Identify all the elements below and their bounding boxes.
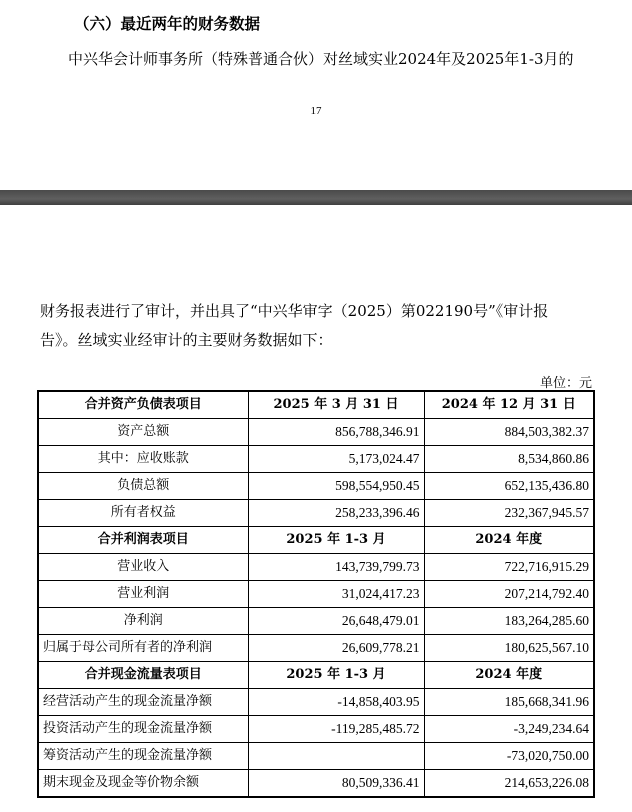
page-number: 17 [310, 105, 322, 117]
table-row [38, 446, 594, 473]
header-cell: 2025 年 1-3 月 [248, 527, 424, 554]
row-label: 筹资活动产生的现金流量净额 [38, 743, 248, 770]
value-cell: 258,233,396.46 [248, 500, 424, 527]
value-cell: 722,716,915.29 [424, 554, 594, 581]
value-cell: -14,858,403.95 [248, 689, 424, 716]
value-cell: 5,173,024.47 [248, 446, 424, 473]
value-cell: 652,135,436.80 [424, 473, 594, 500]
row-label: 期末现金及现金等价物余额 [38, 770, 248, 798]
row-label: 净利润 [38, 608, 248, 635]
value-cell: 183,264,285.60 [424, 608, 594, 635]
header-cell: 2025 年 1-3 月 [248, 662, 424, 689]
row-label: 营业收入 [38, 554, 248, 581]
value-cell: 856,788,346.91 [248, 419, 424, 446]
value-cell: 26,648,479.01 [248, 608, 424, 635]
value-cell: -3,249,234.64 [424, 716, 594, 743]
table-row [38, 500, 594, 527]
value-cell: 185,668,341.96 [424, 689, 594, 716]
table-row [38, 581, 594, 608]
table-row [38, 419, 594, 446]
row-label: 其中：应收账款 [38, 446, 248, 473]
value-cell: 180,625,567.10 [424, 635, 594, 662]
value-cell: 207,214,792.40 [424, 581, 594, 608]
page-separator [0, 190, 632, 205]
row-label: 经营活动产生的现金流量净额 [38, 689, 248, 716]
cash-flow-header-row [38, 662, 594, 689]
header-cell: 2024 年度 [424, 662, 594, 689]
value-cell: 31,024,417.23 [248, 581, 424, 608]
table-row [38, 689, 594, 716]
value-cell: 80,509,336.41 [248, 770, 424, 798]
value-cell: 143,739,799.73 [248, 554, 424, 581]
value-cell: 214,653,226.08 [424, 770, 594, 798]
financial-data-table [37, 390, 595, 798]
header-cell: 2024 年度 [424, 527, 594, 554]
value-cell: 26,609,778.21 [248, 635, 424, 662]
row-label: 负债总额 [38, 473, 248, 500]
balance-sheet-header-row [38, 391, 594, 419]
table-row [38, 635, 594, 662]
header-cell: 合并利润表项目 [38, 527, 248, 554]
row-label: 资产总额 [38, 419, 248, 446]
table-row [38, 743, 594, 770]
table-row [38, 608, 594, 635]
paragraph-line-1: 中兴华会计师事务所（特殊普通合伙）对丝域实业2024年及2025年1-3月的 [68, 50, 574, 68]
row-label: 所有者权益 [38, 500, 248, 527]
table-row [38, 770, 594, 798]
value-cell: -119,285,485.72 [248, 716, 424, 743]
header-cell: 合并资产负债表项目 [38, 391, 248, 419]
table-row [38, 473, 594, 500]
income-statement-header-row [38, 527, 594, 554]
row-label: 营业利润 [38, 581, 248, 608]
value-cell [248, 743, 424, 770]
paragraph-line-2: 财务报表进行了审计，并出具了“中兴华审字（2025）第022190号”《审计报 [40, 302, 549, 320]
paragraph-line-3: 告》。丝域实业经审计的主要财务数据如下： [40, 331, 333, 349]
header-cell: 2025 年 3 月 31 日 [248, 391, 424, 419]
row-label: 归属于母公司所有者的净利润 [38, 635, 248, 662]
row-label: 投资活动产生的现金流量净额 [38, 716, 248, 743]
section-title: （六）最近两年的财务数据 [74, 14, 261, 33]
header-cell: 合并现金流量表项目 [38, 662, 248, 689]
value-cell: 884,503,382.37 [424, 419, 594, 446]
value-cell: 8,534,860.86 [424, 446, 594, 473]
value-cell: 232,367,945.57 [424, 500, 594, 527]
table-row [38, 716, 594, 743]
value-cell: -73,020,750.00 [424, 743, 594, 770]
table-row [38, 554, 594, 581]
header-cell: 2024 年 12 月 31 日 [424, 391, 594, 419]
value-cell: 598,554,950.45 [248, 473, 424, 500]
previous-page [0, 0, 632, 190]
unit-label: 单位：元 [539, 376, 592, 391]
